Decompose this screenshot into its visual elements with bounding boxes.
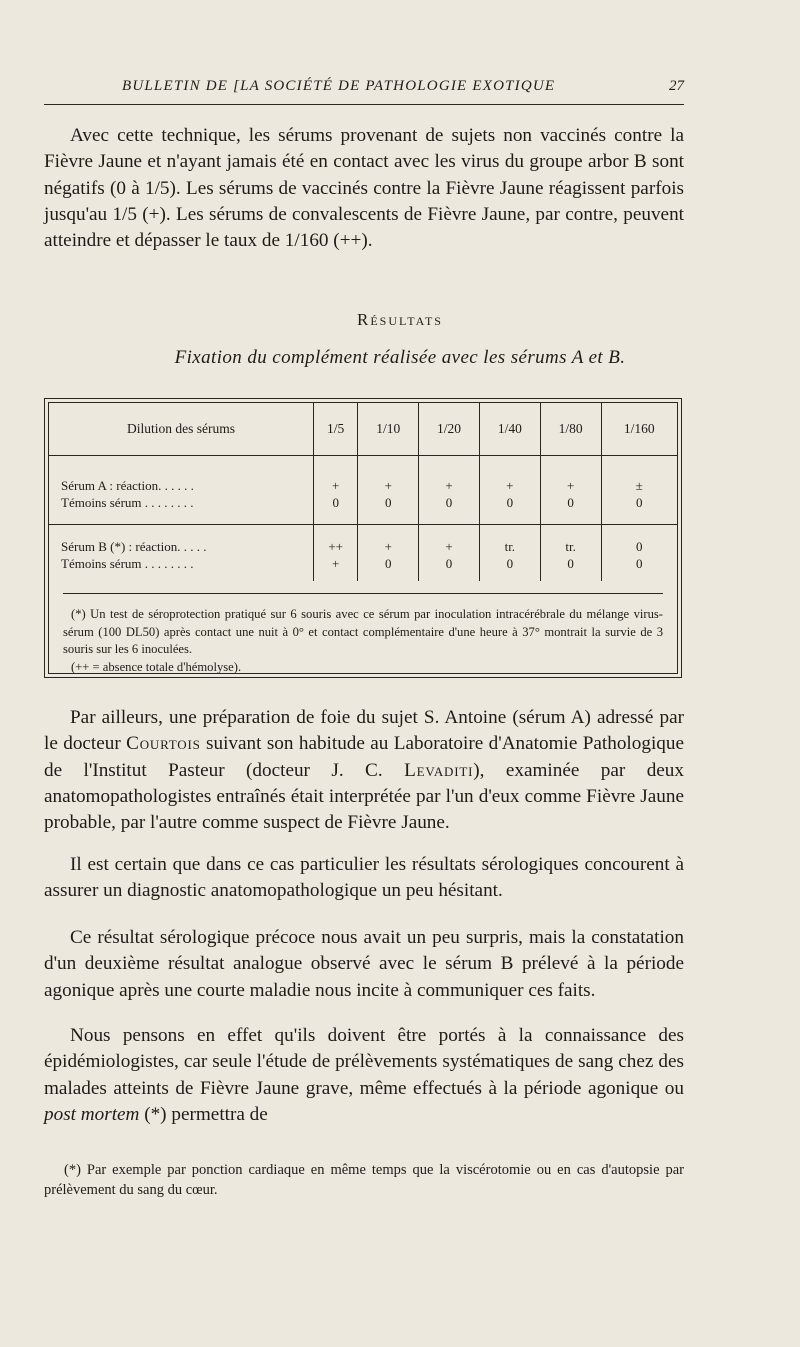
cell-b-1-5 [314,525,358,582]
results-table-frame [44,398,682,678]
running-title: BULLETIN DE [LA SOCIÉTÉ DE PATHOLOGIE EXOTIQUE [122,78,556,94]
label-serum-a-temoins: Témoins sérum . . . . . . . . [61,495,194,510]
cell-b-reaction: ++ [328,539,344,554]
header-dilution: Dilution des sérums [49,403,314,456]
table-note-legend: (++ = absence totale d'hémolyse). [71,659,242,674]
header-1-40: 1/40 [479,403,540,456]
page-footnote: (*) Par exemple par ponction cardiaque en même temps que la viscérotomie ou en cas d'autopsie par prélèvement du sang du cœur. [44,1162,684,1198]
cell-b-temoin: 0 [385,556,392,571]
table-row-serum-a [49,456,677,525]
cell-b-reaction: + [445,539,453,554]
cell-b-reaction: 0 [636,539,643,554]
paragraph-2-text-2: suivant son habitude au Laboratoire d'Anatomie Pathologique de l'Institut Pasteur (docteur J. C. [44,733,684,781]
cell-a-temoin: 0 [445,495,453,510]
post-mortem-term: post mortem [44,1103,140,1125]
paragraph-early-result: Ce résultat sérologique précoce nous avait un peu surpris, mais la constatation d'un deuxième résultat analogue observé avec le sérum B prélevé à la période agonique après une courte maladie nous incite à communiquer ces faits. [44,927,684,1001]
cell-b-temoin: 0 [567,556,574,571]
table-note-seroprotection: (*) Un test de séroprotection pratiqué sur 6 souris avec ce sérum par inoculation intracérébrale du mélange virus-sérum (100 DL50) après contact une nuit à 0° et contact complémentaire d'une heure à 37° montrait la survie de 3 souris sur les 6 inoculées. [63,607,663,656]
cell-a-reaction: + [332,478,340,493]
cell-a-1-80 [540,456,601,525]
cell-a-1-5 [314,456,358,525]
paragraph-liver-preparation [44,705,684,836]
cell-b-reaction: tr. [565,539,576,554]
intro-paragraph: Avec cette technique, les sérums provenant de sujets non vaccinés contre la Fièvre Jaune et n'ayant jamais été en contact avec les virus du groupe arbor B sont négatifs (0 à 1/5). Les sérums de vaccinés contre la Fièvre Jaune réagissent parfois jusqu'au 1/5 (+). Les sérums de convalescents de Fièvre Jaune, par contre, peuvent atteindre et dépasser le taux de 1/160 (++). [44,125,684,252]
cell-b-1-80 [540,525,601,582]
page-number: 27 [669,78,684,94]
table-header-row [49,403,677,456]
author-name-courtois: Courtois [126,733,201,755]
header-1-10: 1/10 [358,403,419,456]
running-header [44,78,684,105]
cell-a-temoin: 0 [506,495,514,510]
cell-a-reaction: ± [635,478,643,493]
cell-a-1-20 [419,456,480,525]
cell-a-reaction: + [566,478,575,493]
results-table [49,403,677,581]
cell-b-1-160 [601,525,677,582]
cell-a-1-160 [601,456,677,525]
cell-b-1-20 [419,525,480,582]
cell-a-1-10 [358,456,419,525]
paragraph-5-text-2: (*) permettra de [139,1103,268,1125]
cell-b-1-40 [479,525,540,582]
cell-a-temoin: 0 [636,495,643,510]
cell-a-reaction: + [445,478,453,493]
paragraph-diagnosis: Il est certain que dans ce cas particulier les résultats sérologiques concourent à assurer un diagnostic anatomopathologique un peu hésitant. [44,854,684,902]
header-1-20: 1/20 [419,403,480,456]
label-serum-b-temoins: Témoins sérum . . . . . . . . [61,556,194,571]
cell-b-temoin: 0 [636,556,643,571]
results-table-inner [48,402,678,674]
row-label-serum-b [49,525,314,582]
paragraph-2-text-1: Par ailleurs, une préparation de foie du sujet S. Antoine (sérum A) adressé par le docteur [44,707,684,755]
header-1-80: 1/80 [540,403,601,456]
cell-a-temoin: 0 [332,495,339,510]
cell-b-temoin: 0 [445,556,453,571]
cell-a-1-40 [479,456,540,525]
cell-b-temoin: + [332,556,340,571]
table-caption: Fixation du complément réalisée avec les sérums A et B. [174,347,626,368]
table-row-serum-b [49,525,677,582]
author-name-levaditi: Levaditi [404,759,474,781]
section-heading: Résultats [357,310,443,329]
label-serum-a-reaction: Sérum A : réaction. . . . . . [61,478,194,493]
cell-a-reaction: + [384,478,392,493]
cell-b-1-10 [358,525,419,582]
paragraph-epidemiologists [44,1023,684,1128]
cell-a-temoin: 0 [567,495,574,510]
paragraph-5-text-1: Nous pensons en effet qu'ils doivent être portés à la connaissance des épidémiologistes, car seule l'étude de prélèvements systématiques de sang chez des malades atteints de Fièvre Jaune grave, même effectués à la période agonique ou [44,1025,684,1099]
header-1-5: 1/5 [314,403,358,456]
cell-b-reaction: + [384,539,392,554]
cell-b-temoin: 0 [506,556,514,571]
header-1-160: 1/160 [601,403,677,456]
paragraph-2-text-3: ), examinée par deux anatomopathologistes entraînés était interprétée par l'un d'eux comme Fièvre Jaune probable, par l'autre comme suspect de Fièvre Jaune. [44,759,684,834]
cell-b-reaction: tr. [504,539,516,554]
cell-a-reaction: + [506,478,514,493]
table-note [63,593,663,676]
label-serum-b-reaction: Sérum B (*) : réaction. . . . . [61,539,207,554]
row-label-serum-a [49,456,314,525]
cell-a-temoin: 0 [385,495,392,510]
